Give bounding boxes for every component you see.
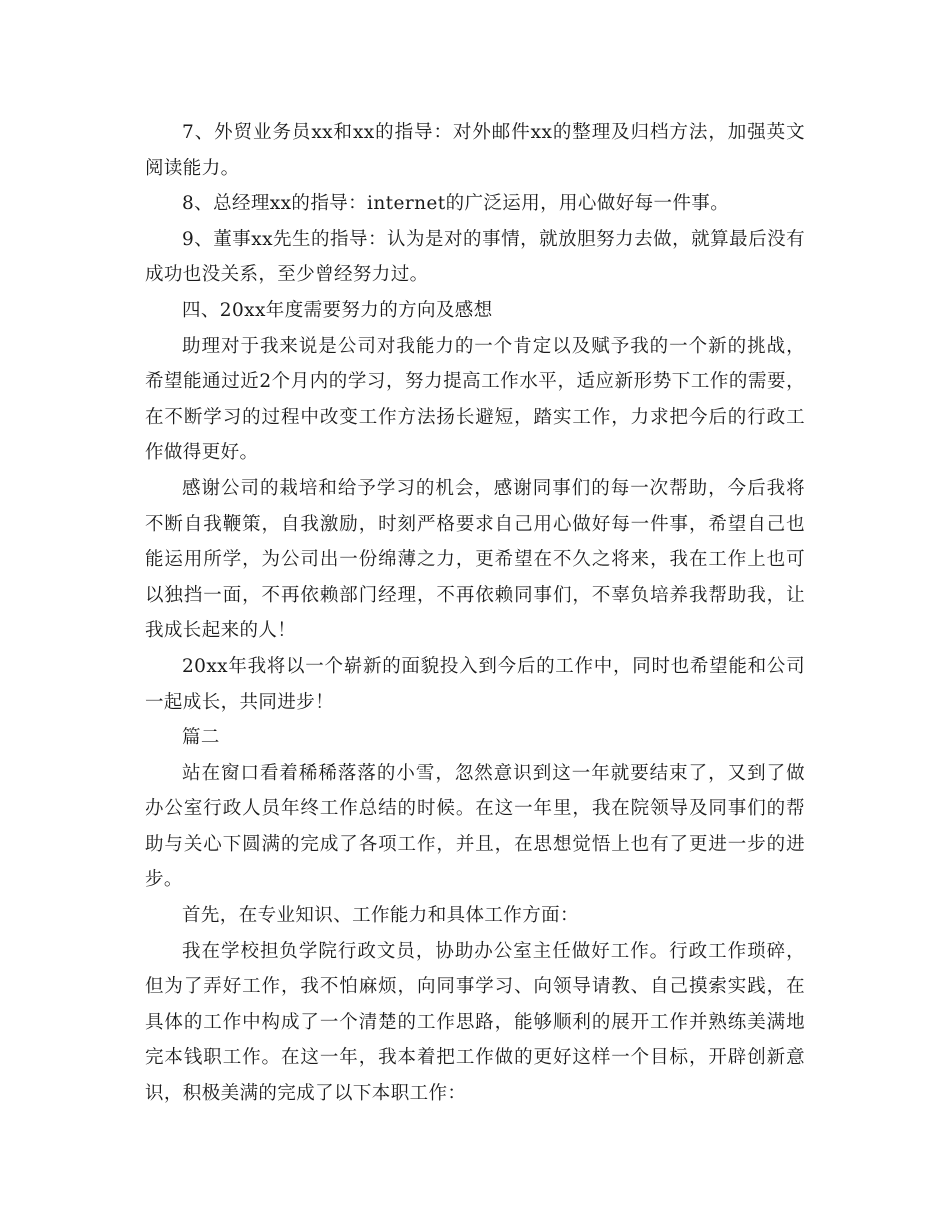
document-body bbox=[145, 115, 805, 1112]
paragraph-guidance-7: 7、外贸业务员xx和xx的指导：对外邮件xx的整理及归档方法，加强英文阅读能力。 bbox=[145, 122, 805, 179]
paragraph-guidance-9: 9、董事xx先生的指导：认为是对的事情，就放胆努力去做，就算最后没有成功也没关系，至少曾经努力过。 bbox=[145, 228, 805, 286]
paragraph-guidance-8: 8、总经理xx的指导：internet的广泛运用，用心做好每一件事。 bbox=[182, 193, 730, 215]
paragraph-assistant-role: 助理对于我来说是公司对我能力的一个肯定以及赋予我的一个新的挑战，希望能通过近2个月内的学习，努力提高工作水平，适应新形势下工作的需要，在不断学习的过程中改变工作方法扬长避短，踏实工作，力求把今后的行政工作做得更好。 bbox=[145, 335, 805, 464]
paragraph-new-year: 20xx年我将以一个崭新的面貌投入到今后的工作中，同时也希望能和公司一起成长，共同进步！ bbox=[145, 655, 805, 713]
paragraph-first: 首先，在专业知识、工作能力和具体工作方面： bbox=[182, 905, 579, 927]
part-two-heading: 篇二 bbox=[182, 727, 220, 749]
paragraph-thanks: 感谢公司的栽培和给予学习的机会，感谢同事们的每一次帮助，今后我将不断自我鞭策，自我激励，时刻严格要求自己用心做好每一件事，希望自己也能运用所学，为公司出一份绵薄之力，更希望在不久之将来，我在工作上也可以独挡一面，不再依赖部门经理，不再依赖同事们，不辜负培养我帮助我，让我成长起来的人！ bbox=[145, 477, 805, 642]
section-heading-4: 四、20xx年度需要努力的方向及感想 bbox=[182, 299, 493, 321]
paragraph-window-snow: 站在窗口看着稀稀落落的小雪，忽然意识到这一年就要结束了，又到了做办公室行政人员年终工作总结的时候。在这一年里，我在院领导及同事们的帮助与关心下圆满的完成了各项工作，并且，在思想觉悟上也有了更进一步的进步。 bbox=[145, 762, 805, 891]
paragraph-admin-work: 我在学校担负学院行政文员，协助办公室主任做好工作。行政工作琐碎，但为了弄好工作，我不怕麻烦，向同事学习、向领导请教、自己摸索实践，在具体的工作中构成了一个清楚的工作思路，能够顺利的展开工作并熟练美满地完本钱职工作。在这一年，我本着把工作做的更好这样一个目标，开辟创新意识，积极美满的完成了以下本职工作： bbox=[145, 940, 805, 1105]
